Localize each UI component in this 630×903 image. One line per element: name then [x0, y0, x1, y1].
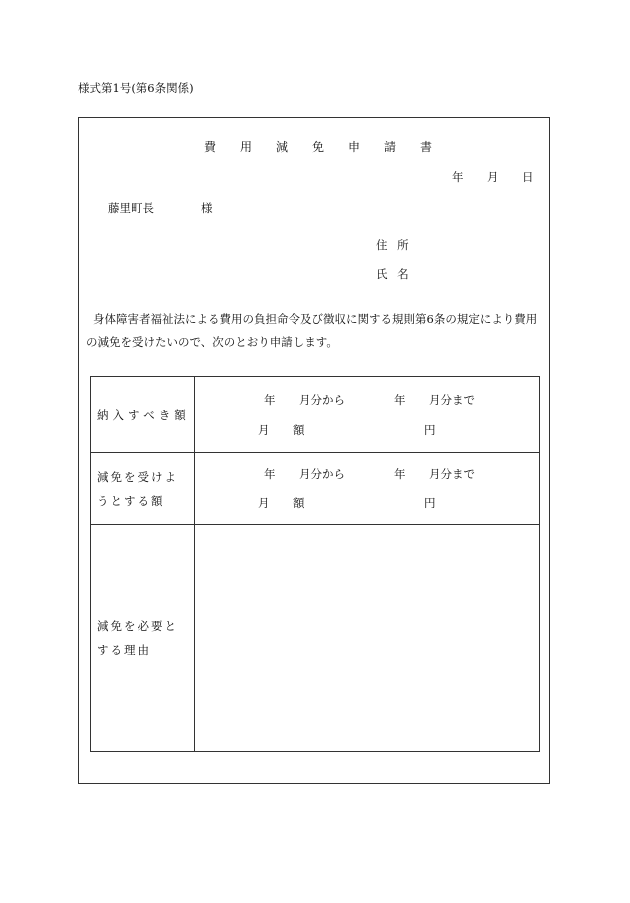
addressee-honorific: 様 — [201, 201, 213, 215]
yen: 円 — [424, 423, 436, 437]
row-label-reason — [91, 525, 195, 752]
year1: 年 — [264, 467, 276, 481]
year2: 年 — [394, 393, 406, 407]
body-text: 身体障害者福祉法による費用の負担命令及び徴収に関する規則第6条の規定により費用の減免を受けたいので、次のとおり申請します。 — [86, 312, 538, 349]
monthly: 月 — [258, 496, 270, 510]
monthly: 月 — [258, 423, 270, 437]
from: 月分から — [299, 393, 345, 407]
date-month: 月 — [487, 170, 499, 184]
addressee-name: 藤里町長 — [108, 201, 154, 215]
table-row — [91, 525, 540, 752]
from: 月分から — [299, 467, 345, 481]
row-label-text: 減免を受けようとする額 — [97, 469, 178, 508]
table-row — [91, 377, 540, 453]
form-number: 様式第1号(第6条関係) — [78, 81, 194, 95]
reason-field[interactable] — [195, 525, 540, 752]
date-day: 日 — [522, 170, 534, 184]
row-value-payable — [195, 377, 540, 453]
row-value-reduction — [195, 453, 540, 525]
date-year: 年 — [452, 170, 464, 184]
amount: 額 — [293, 496, 305, 510]
yen: 円 — [424, 496, 436, 510]
to: 月分まで — [429, 393, 475, 407]
row-label-text: 納入すべき額 — [97, 407, 190, 422]
detail-table — [90, 376, 540, 752]
row-label-text: 減免を必要とする理由 — [97, 619, 178, 657]
to: 月分まで — [429, 467, 475, 481]
year2: 年 — [394, 467, 406, 481]
amount: 額 — [293, 423, 305, 437]
year1: 年 — [264, 393, 276, 407]
address-label: 住 所 — [376, 238, 409, 252]
document-title: 費用減免申請書 — [204, 140, 457, 154]
table-row — [91, 453, 540, 525]
row-label-payable — [91, 377, 195, 453]
name-label: 氏 名 — [376, 267, 409, 281]
row-label-reduction — [91, 453, 195, 525]
